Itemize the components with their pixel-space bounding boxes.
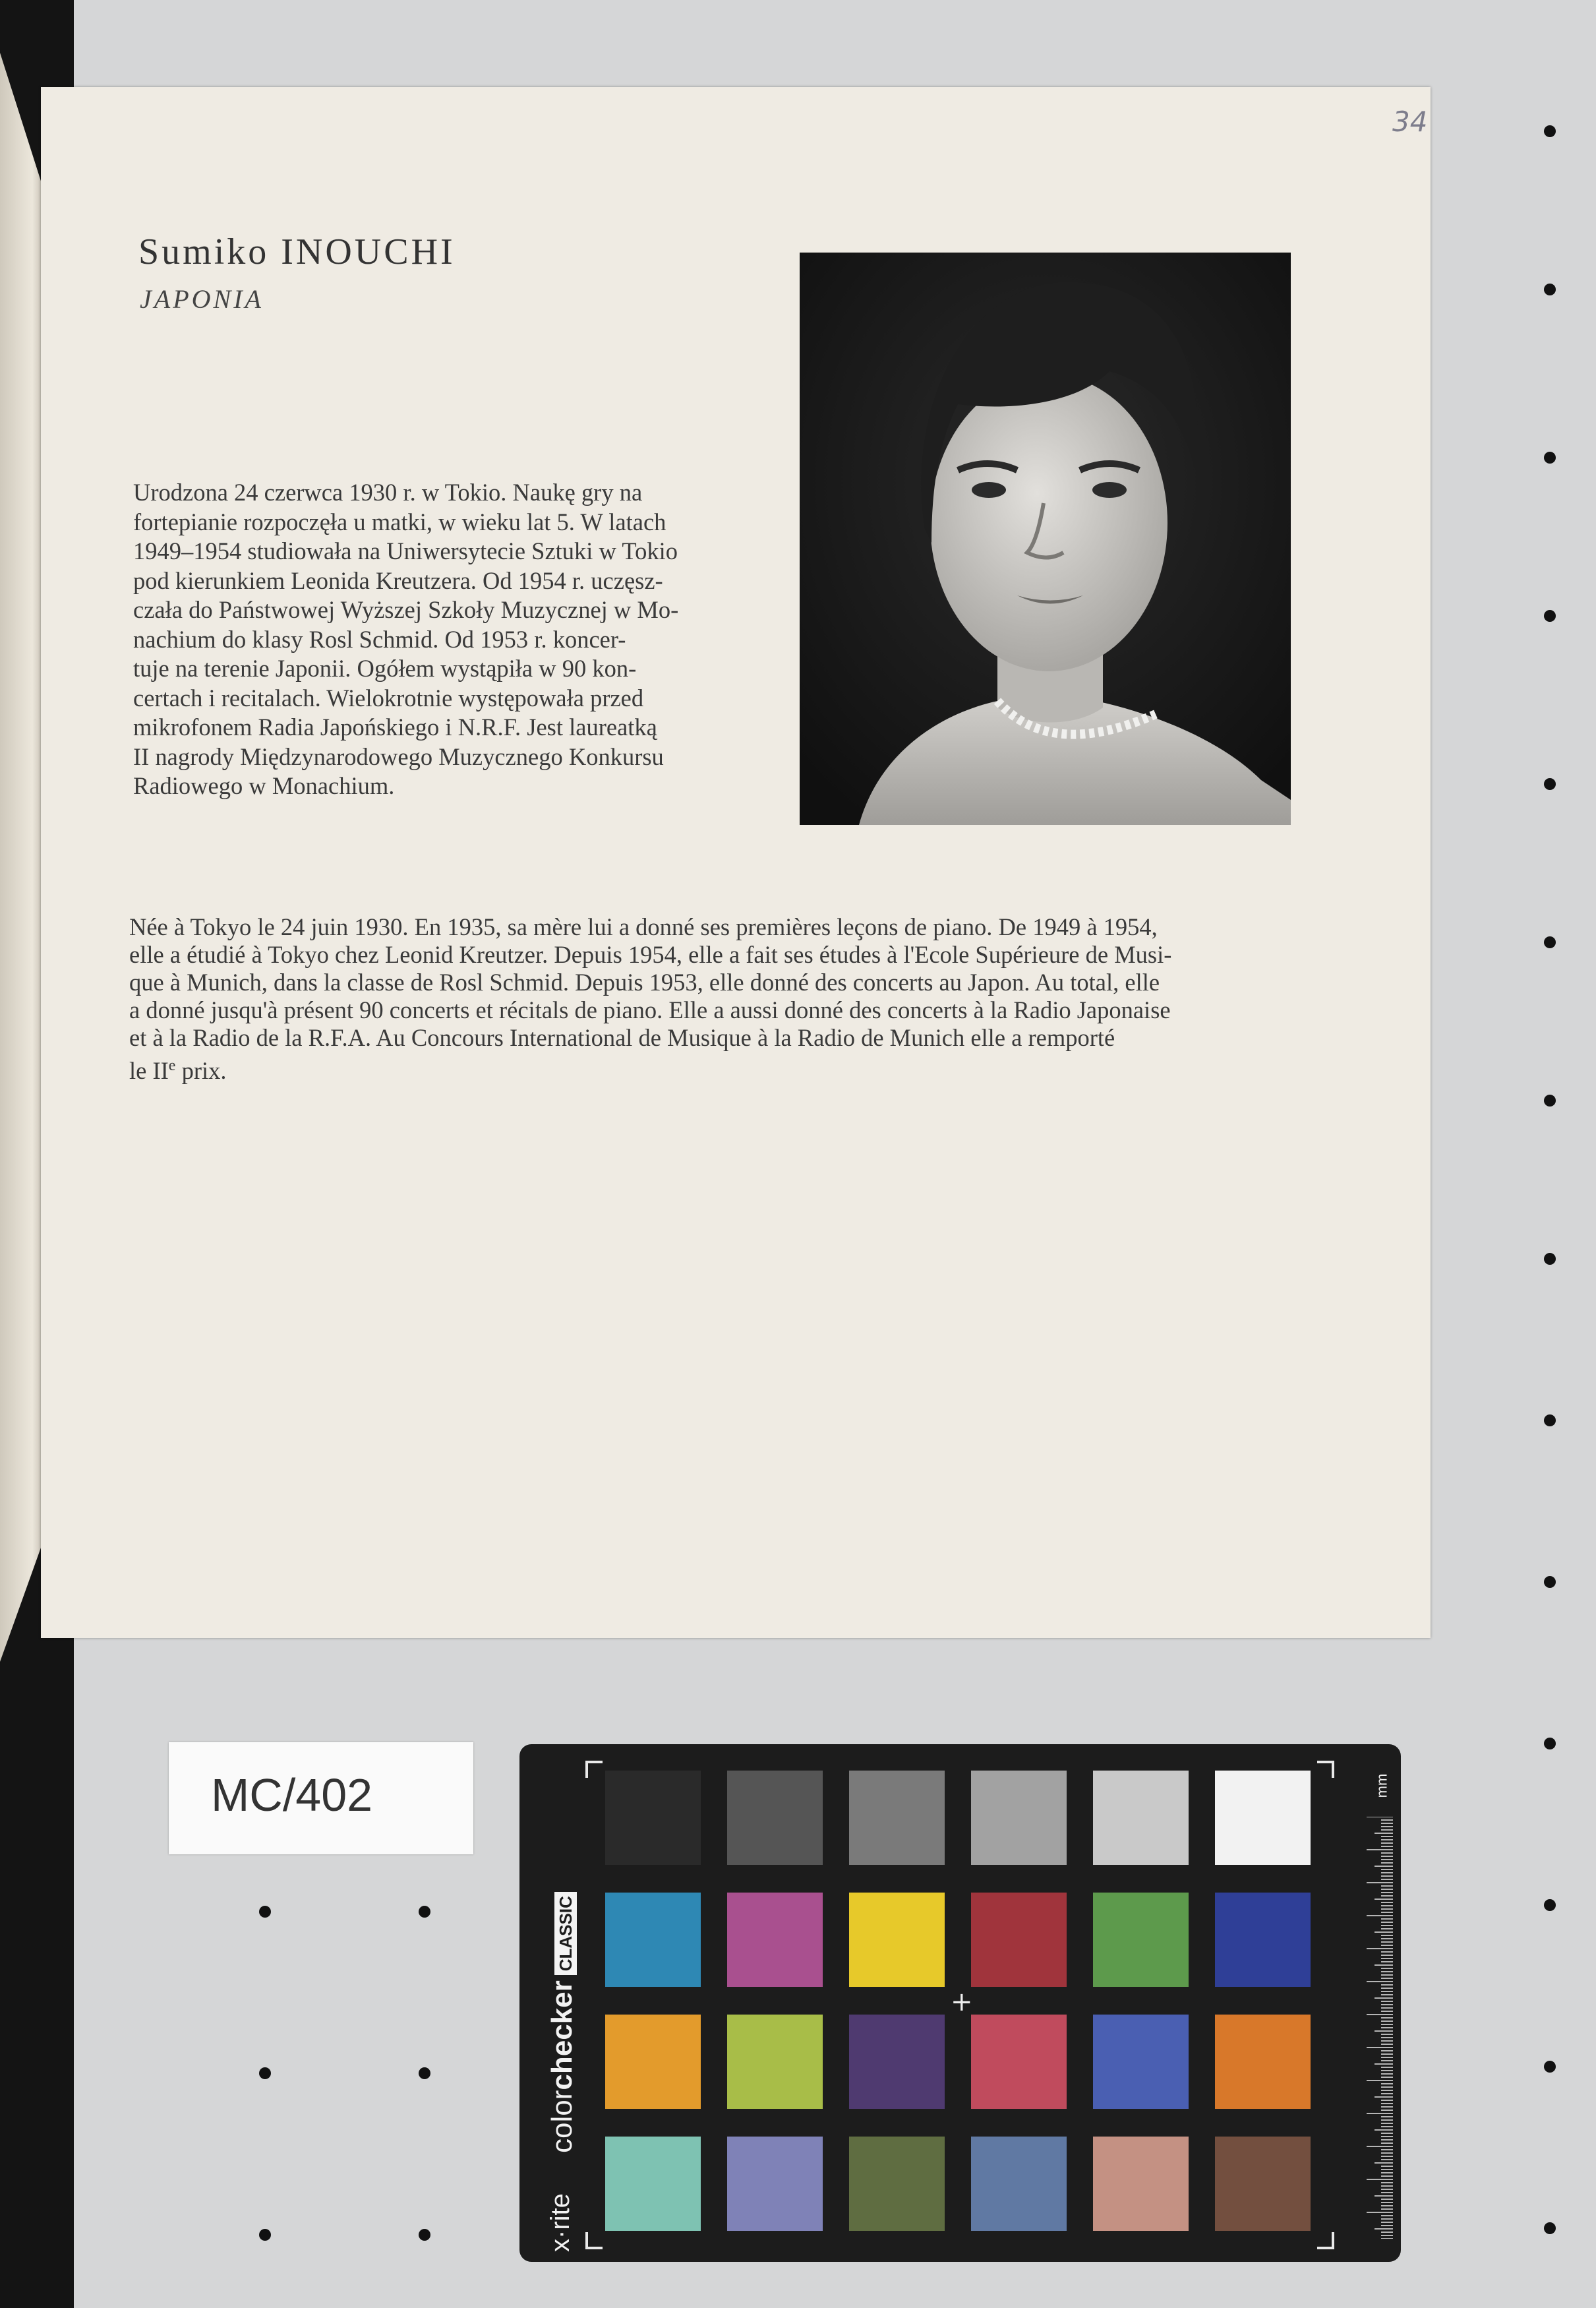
bio-line: et à la Radio de la R.F.A. Au Concours International de Musique à la Radio de Munich elle a remporté	[129, 1024, 1115, 1051]
color-patch	[605, 1893, 701, 1987]
binder-hole	[1544, 610, 1556, 622]
bio-line: fortepianie rozpoczęła u matki, w wieku lat 5. W latach	[133, 508, 666, 535]
binder-hole	[1544, 452, 1556, 464]
color-patch	[1215, 2015, 1311, 2109]
bio-line-last	[129, 1052, 1280, 1085]
bio-line: que à Munich, dans la classe de Rosl Schmid. Depuis 1953, elle donné des concerts au Japon. Au total, elle	[129, 969, 1160, 996]
corner-mark	[585, 2232, 603, 2249]
color-patch	[727, 2137, 823, 2231]
binder-hole	[419, 1906, 430, 1918]
bio-line: czała do Państwowej Wyższej Szkoły Muzycznej w Mo-	[133, 596, 679, 623]
bio-text: le II	[129, 1057, 169, 1085]
binder-hole	[419, 2067, 430, 2079]
color-patch	[1215, 2137, 1311, 2231]
archive-label-text: MC/402	[211, 1769, 373, 1821]
color-patch	[1093, 1771, 1189, 1865]
archive-label	[169, 1742, 473, 1854]
bio-line: tuje na terenie Japonii. Ogółem wystąpiła w 90 kon-	[133, 655, 637, 682]
brand-edition: CLASSIC	[554, 1892, 577, 1975]
bio-line: elle a étudié à Tokyo chez Leonid Kreutzer. Depuis 1954, elle a fait ses études à l'Ecole Supérieure de Musi-	[129, 941, 1172, 968]
bio-line: Urodzona 24 czerwca 1930 r. w Tokio. Naukę gry na	[133, 479, 643, 506]
binder-hole	[1544, 1576, 1556, 1588]
xrite-logo: x·rite	[546, 2193, 575, 2252]
binder-hole	[1544, 125, 1556, 137]
color-patch	[849, 1771, 945, 1865]
brand-bold: checker	[546, 1980, 578, 2090]
corner-mark	[1317, 1761, 1334, 1778]
color-patch	[1093, 1893, 1189, 1987]
binder-hole	[259, 2229, 271, 2241]
color-checker-brand	[546, 1892, 579, 2153]
performer-name: Sumiko INOUCHI	[138, 231, 456, 272]
color-patch	[1093, 2137, 1189, 2231]
color-patch	[849, 2137, 945, 2231]
corner-mark	[1317, 2232, 1334, 2249]
ruler-unit: mm	[1373, 1773, 1390, 1798]
color-patch	[1215, 1771, 1311, 1865]
binder-hole	[1544, 284, 1556, 295]
color-patch	[605, 2015, 701, 2109]
book-cover-edge	[0, 53, 46, 1662]
performer-country: JAPONIA	[140, 284, 264, 314]
binder-hole	[1544, 1414, 1556, 1426]
color-patch	[605, 2137, 701, 2231]
color-patch	[727, 1771, 823, 1865]
corner-mark	[585, 1761, 603, 1778]
binder-hole	[1544, 1253, 1556, 1265]
binder-hole	[259, 2067, 271, 2079]
color-patch	[849, 2015, 945, 2109]
bio-line: a donné jusqu'à présent 90 concerts et récitals de piano. Elle a aussi donné des concerts à la Radio Japonaise	[129, 996, 1171, 1023]
color-patch	[727, 1893, 823, 1987]
polish-biography	[133, 478, 730, 801]
color-patch	[971, 2015, 1067, 2109]
ordinal-superscript: e	[168, 1057, 176, 1074]
color-patch	[727, 2015, 823, 2109]
mm-ruler	[1367, 1817, 1393, 2239]
page-number: 34	[1392, 106, 1428, 138]
bio-line: mikrofonem Radia Japońskiego i N.R.F. Jest laureatką	[133, 714, 657, 741]
color-patch	[849, 1893, 945, 1987]
color-patch	[971, 1771, 1067, 1865]
binder-hole	[1544, 1899, 1556, 1911]
color-patch	[1093, 2015, 1189, 2109]
binder-hole	[1544, 1738, 1556, 1749]
binder-hole	[419, 2229, 430, 2241]
bio-line: II nagrody Międzynarodowego Muzycznego Konkursu	[133, 743, 664, 770]
binder-hole	[1544, 936, 1556, 948]
bio-line: Radiowego w Monachium.	[133, 772, 395, 799]
bio-line: pod kierunkiem Leonida Kreutzera. Od 1954 r. uczęsz-	[133, 566, 663, 594]
binder-hole	[1544, 2061, 1556, 2073]
color-patch	[971, 1893, 1067, 1987]
color-patch	[605, 1771, 701, 1865]
color-patch	[1215, 1893, 1311, 1987]
french-biography	[129, 913, 1280, 1085]
portrait-photo	[800, 253, 1291, 825]
binder-hole	[259, 1906, 271, 1918]
bio-line: 1949–1954 studiowała na Uniwersytecie Sztuki w Tokio	[133, 537, 678, 564]
portrait-illustration	[800, 253, 1291, 825]
binder-hole	[1544, 2222, 1556, 2234]
bio-line: certach i recitalach. Wielokrotnie występowała przed	[133, 684, 644, 712]
binder-hole	[1544, 1095, 1556, 1107]
binder-hole	[1544, 778, 1556, 790]
bio-line: nachium do klasy Rosl Schmid. Od 1953 r. koncer-	[133, 625, 626, 653]
bio-line: Née à Tokyo le 24 juin 1930. En 1935, sa mère lui a donné ses premières leçons de piano. De 1949 à 1954,	[129, 913, 1158, 940]
crosshair-icon: +	[951, 1987, 973, 2017]
color-patch	[971, 2137, 1067, 2231]
color-checker-card	[519, 1744, 1401, 2262]
brand-light: color	[546, 2090, 578, 2153]
bio-text: prix.	[175, 1057, 227, 1085]
